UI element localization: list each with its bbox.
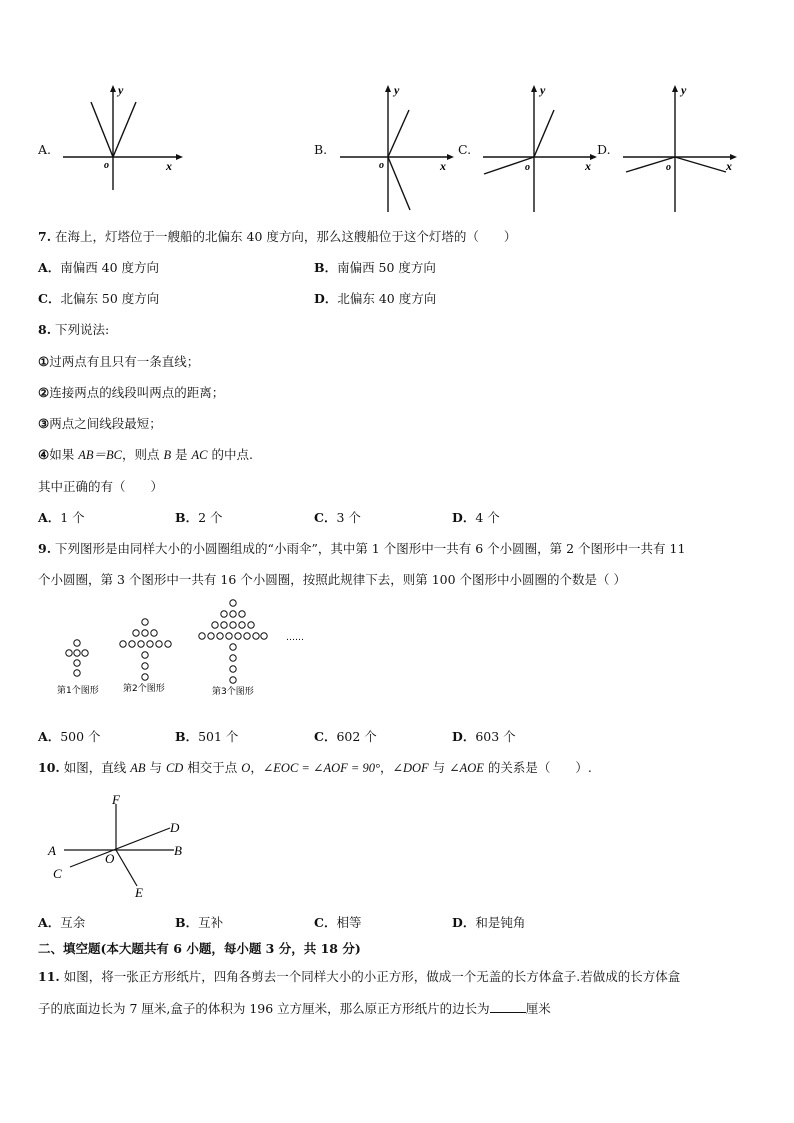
label-a: A	[48, 843, 56, 858]
q7-text: 在海上，灯塔位于一艘船的北偏东 40 度方向，那么这艘船位于这个灯塔的（ ）	[55, 229, 517, 244]
y-arrow-icon	[110, 85, 116, 92]
line-cd	[70, 828, 170, 867]
q7-option-a-label: A．	[38, 260, 61, 275]
q7-option-b-label: B．	[314, 260, 338, 275]
q8-statement-3-text: 两点之间线段最短；	[49, 416, 162, 431]
q10-option-a-text: 互余	[60, 915, 86, 930]
q8-number: 8.	[38, 322, 52, 337]
x-label: x	[440, 159, 446, 173]
q10-option-b-label: B．	[175, 915, 199, 930]
q8-statement-2-num: ②	[38, 385, 50, 400]
q9-option-a-label: A．	[38, 729, 61, 744]
q9-umbrella-figures	[50, 596, 330, 701]
q8-option-b-text: 2 个	[198, 510, 223, 525]
q10-option-b-text: 互补	[198, 915, 224, 930]
q9-question-line-1	[38, 541, 685, 557]
q9-option-d[interactable]	[452, 729, 516, 745]
origin-label: o	[104, 160, 109, 171]
q8-statement-4-pre: 如果	[49, 447, 79, 462]
q10-option-d-text: 和是钝角	[475, 915, 526, 930]
q8-statement-4-mid: ，则点	[121, 447, 164, 462]
line-1	[388, 110, 409, 157]
q11-question-line-2	[38, 1000, 551, 1017]
q8-statement-1	[38, 354, 199, 370]
q7-option-c[interactable]	[38, 291, 159, 307]
umbrella-figure-2	[120, 619, 171, 680]
q8-option-c-text: 3 个	[336, 510, 361, 525]
label-f: F	[112, 792, 120, 807]
y-arrow-icon	[385, 85, 391, 92]
q7-option-d-label: D．	[314, 291, 338, 306]
q11-question-line-1	[38, 969, 680, 985]
q11-answer-blank[interactable]	[490, 1000, 526, 1013]
q10-option-d[interactable]	[452, 915, 525, 931]
origin-label: o	[379, 160, 384, 171]
q8-statement-1-text: 过两点有且只有一条直线；	[49, 354, 200, 369]
label-o: O	[105, 851, 115, 866]
q8-statement-4-post: 的中点.	[207, 447, 253, 462]
umbrella-figure-1	[66, 640, 88, 676]
origin-label: o	[525, 162, 530, 173]
q8-option-a-text: 1 个	[60, 510, 85, 525]
label-b: B	[174, 843, 182, 858]
q8-question	[38, 322, 109, 338]
q7-option-b-text: 南偏西 50 度方向	[337, 260, 436, 275]
q6-option-b-label[interactable]: B.	[314, 142, 328, 157]
q7-option-a[interactable]	[38, 260, 159, 276]
q8-option-c[interactable]	[314, 510, 361, 526]
y-arrow-icon	[531, 85, 537, 92]
q10-option-c-label: C．	[314, 915, 337, 930]
q9-option-a-text: 500 个	[60, 729, 101, 744]
q7-number: 7.	[38, 229, 52, 244]
q7-option-c-text: 北偏东 50 度方向	[60, 291, 160, 306]
q6-graph-c	[478, 82, 603, 214]
q8-statement-2-text: 连接两点的线段叫两点的距离；	[49, 385, 225, 400]
q10-m1: AB	[130, 761, 146, 775]
q6-graph-a	[58, 82, 188, 192]
q6-option-c-label[interactable]: C.	[458, 142, 472, 157]
q8-option-a-label: A．	[38, 510, 61, 525]
q8-statement-1-num: ①	[38, 354, 50, 369]
q9-option-c[interactable]	[314, 729, 377, 745]
y-arrow-icon	[672, 85, 678, 92]
q8-statement-3	[38, 416, 162, 432]
label-e: E	[135, 885, 143, 900]
q10-t3: ，	[250, 760, 263, 775]
q9-number: 9.	[38, 541, 52, 556]
x-arrow-icon	[176, 154, 183, 160]
q8-statement-4-math1: AB＝BC	[78, 448, 122, 462]
umbrella-figure-3	[199, 600, 267, 683]
section-2-title: 二、填空题(本大题共有 6 小题，每小题 3 分，共 18 分)	[38, 941, 361, 956]
q8-option-d-text: 4 个	[475, 510, 500, 525]
x-label: x	[585, 159, 591, 173]
q8-statement-4-math2: B	[163, 448, 172, 462]
q10-option-a[interactable]	[38, 915, 85, 931]
q7-option-c-label: C．	[38, 291, 61, 306]
line-1	[534, 110, 554, 157]
line-2	[388, 157, 410, 210]
q8-option-c-label: C．	[314, 510, 337, 525]
label-c: C	[53, 866, 62, 881]
q9-option-b-text: 501 个	[198, 729, 239, 744]
q10-option-b[interactable]	[175, 915, 223, 931]
q11-line2-pre: 子的底面边长为 7 厘米,盒子的体积为 196 立方厘米，那么原正方形纸片的边长为	[38, 1001, 490, 1016]
q9-option-c-text: 602 个	[336, 729, 377, 744]
q9-option-d-text: 603 个	[475, 729, 516, 744]
q10-option-a-label: A．	[38, 915, 61, 930]
q8-option-d-label: D．	[452, 510, 476, 525]
q10-t1: 与	[145, 760, 166, 775]
q9-ellipsis: ……	[286, 633, 304, 643]
q10-t5: 与	[428, 760, 450, 775]
q10-m2: CD	[165, 761, 184, 775]
y-label: y	[681, 83, 687, 97]
q9-question-line-2: 个小圆圈，第 3 个图形中一共有 16 个小圆圈，按照此规律下去，则第 100 个图形中小圆圈的个数是（ ）	[38, 572, 627, 587]
line-2	[113, 102, 136, 157]
q8-statement-4-num: ④	[38, 447, 50, 462]
line-1	[91, 102, 113, 157]
q8-statement-3-num: ③	[38, 416, 50, 431]
q6-option-d-label[interactable]: D.	[597, 142, 611, 157]
x-label: x	[726, 159, 732, 173]
q6-option-a-label[interactable]: A.	[38, 142, 52, 157]
q10-question	[38, 760, 592, 776]
x-arrow-icon	[590, 154, 597, 160]
q10-m3: O	[241, 761, 251, 775]
q10-option-c-text: 相等	[336, 915, 362, 930]
q6-graph-b	[335, 82, 460, 214]
y-label: y	[118, 83, 124, 97]
q8-statement-2	[38, 385, 224, 401]
q7-option-a-text: 南偏西 40 度方向	[60, 260, 160, 275]
q9-caption-3: 第3个图形	[212, 687, 254, 697]
q8-option-a[interactable]	[38, 510, 85, 526]
label-d: D	[170, 820, 180, 835]
q10-number: 10.	[38, 760, 60, 775]
x-arrow-icon	[447, 154, 454, 160]
q6-graph-d	[618, 82, 743, 214]
q9-option-b-label: B．	[175, 729, 199, 744]
ray-oe	[116, 850, 137, 886]
q8-statement-4	[38, 447, 253, 463]
q7-option-d[interactable]	[314, 291, 436, 307]
x-label: x	[166, 159, 172, 173]
q10-pre: 如图，直线	[63, 760, 131, 775]
q8-statement-4-math3: AC	[191, 448, 208, 462]
q8-prompt: 其中正确的有（ ）	[38, 479, 164, 494]
q9-line1: 下列图形是由同样大小的小圆圈组成的“小雨伞”，其中第 1 个图形中一共有 6 个小圆圈，第 2 个图形中一共有 11	[55, 541, 686, 556]
q8-option-d[interactable]	[452, 510, 500, 526]
q11-line2-post: 厘米	[525, 1001, 551, 1016]
q9-option-d-label: D．	[452, 729, 476, 744]
q10-option-d-label: D．	[452, 915, 476, 930]
q8-option-b-label: B．	[175, 510, 199, 525]
q9-caption-2: 第2个图形	[123, 684, 165, 694]
y-label: y	[540, 83, 546, 97]
q10-t4: ，	[379, 760, 393, 775]
q7-option-d-text: 北偏东 40 度方向	[337, 291, 437, 306]
q10-m5: ∠DOF	[392, 761, 429, 775]
q8-option-b[interactable]	[175, 510, 223, 526]
q8-text: 下列说法:	[55, 322, 110, 337]
q7-option-b[interactable]	[314, 260, 436, 276]
q9-caption-1: 第1个图形	[57, 686, 99, 696]
q11-number: 11.	[38, 969, 60, 984]
q10-option-c[interactable]	[314, 915, 361, 931]
y-label: y	[394, 83, 400, 97]
q11-line1: 如图，将一张正方形纸片，四角各剪去一个同样大小的小正方形，做成一个无盖的长方体盒子.若做成的长方体盒	[63, 969, 681, 984]
q7-question	[38, 229, 516, 245]
line-2	[675, 157, 726, 172]
q10-t6: 的关系是（ ）.	[483, 760, 592, 775]
q10-m4: ∠EOC = ∠AOF = 90°	[262, 761, 380, 775]
q10-figure	[42, 790, 202, 900]
q10-m6: ∠AOE	[449, 761, 484, 775]
q8-statement-4-mid2: 是	[171, 447, 192, 462]
q9-option-c-label: C．	[314, 729, 337, 744]
q10-t2: 相交于点	[183, 760, 242, 775]
q9-option-a[interactable]	[38, 729, 101, 745]
q9-option-b[interactable]	[175, 729, 238, 745]
origin-label: o	[666, 162, 671, 173]
